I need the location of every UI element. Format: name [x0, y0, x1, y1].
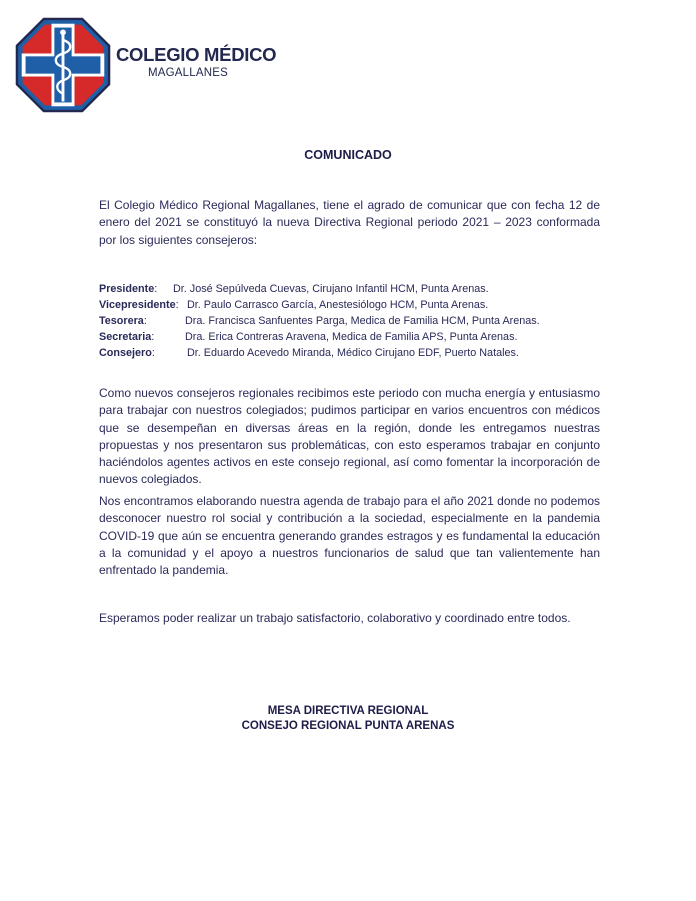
member-role: Secretaria	[99, 331, 152, 343]
member-row: Vicepresidente: Dr. Paulo Carrasco García, Anestesiólogo HCM, Punta Arenas.	[99, 299, 489, 311]
member-role: Presidente	[99, 283, 155, 295]
member-detail: Dr. Eduardo Acevedo Miranda, Médico Cirujano EDF, Puerto Natales.	[187, 347, 519, 359]
paragraph-2: Como nuevos consejeros regionales recibimos este periodo con mucha energía y entusiasmo para trabajar con nuestros colegiados; pudimos participar en varios encuentros con médicos que se desempeñan en diversas áreas en la región, donde les entregamos nuestras propuestas y nos presentaron sus problemáticas, con esto esperamos trabajar en conjunto haciéndolos agentes activos en este consejo regional, así como fomentar la incorporación de nuevos colegiados.	[99, 386, 600, 487]
org-region: MAGALLANES	[148, 67, 228, 79]
member-row: Consejero: Dr. Eduardo Acevedo Miranda, Médico Cirujano EDF, Puerto Natales.	[99, 347, 519, 359]
member-role: Consejero	[99, 347, 152, 359]
member-row: Tesorera: Dra. Francisca Sanfuentes Parga, Medica de Familia HCM, Punta Arenas.	[99, 315, 540, 327]
document-title: COMUNICADO	[304, 148, 392, 162]
intro-paragraph: El Colegio Médico Regional Magallanes, tiene el agrado de comunicar que con fecha 12 de enero del 2021 se constituyó la nueva Directiva Regional periodo 2021 – 2023 conformada por los siguientes consejeros:	[99, 198, 600, 247]
paragraph-4: Esperamos poder realizar un trabajo satisfactorio, colaborativo y coordinado entre todos.	[99, 611, 571, 625]
signature-line-1: MESA DIRECTIVA REGIONAL	[267, 705, 429, 717]
member-detail: Dra. Erica Contreras Aravena, Medica de Familia APS, Punta Arenas.	[185, 331, 518, 343]
signature-block	[0, 704, 696, 734]
member-detail: Dr. José Sepúlveda Cuevas, Cirujano Infantil HCM, Punta Arenas.	[173, 283, 489, 295]
brand-block	[116, 44, 276, 80]
members-list	[99, 281, 619, 361]
member-detail: Dr. Paulo Carrasco García, Anestesiólogo HCM, Punta Arenas.	[187, 299, 489, 311]
member-role: Vicepresidente	[99, 299, 176, 311]
org-name: COLEGIO MÉDICO	[116, 44, 277, 65]
member-row: Secretaria: Dra. Erica Contreras Aravena, Medica de Familia APS, Punta Arenas.	[99, 331, 518, 343]
member-row: Presidente: Dr. José Sepúlveda Cuevas, Cirujano Infantil HCM, Punta Arenas.	[99, 283, 489, 295]
caduceus-octagon-logo	[15, 17, 111, 113]
paragraph-3: Nos encontramos elaborando nuestra agenda de trabajo para el año 2021 donde no podemos desconocer nuestro rol social y contribución a la sociedad, especialmente en la pandemia COVID-19 que aún se encuentra generando grandes estragos y es fundamental la educación a la comunidad y el apoyo a nuestros funcionarios de salud que tan valientemente han enfrentado la pandemia.	[99, 494, 600, 578]
member-role: Tesorera	[99, 315, 144, 327]
signature-line-2: CONSEJO REGIONAL PUNTA ARENAS	[241, 720, 455, 732]
member-detail: Dra. Francisca Sanfuentes Parga, Medica de Familia HCM, Punta Arenas.	[185, 315, 540, 327]
